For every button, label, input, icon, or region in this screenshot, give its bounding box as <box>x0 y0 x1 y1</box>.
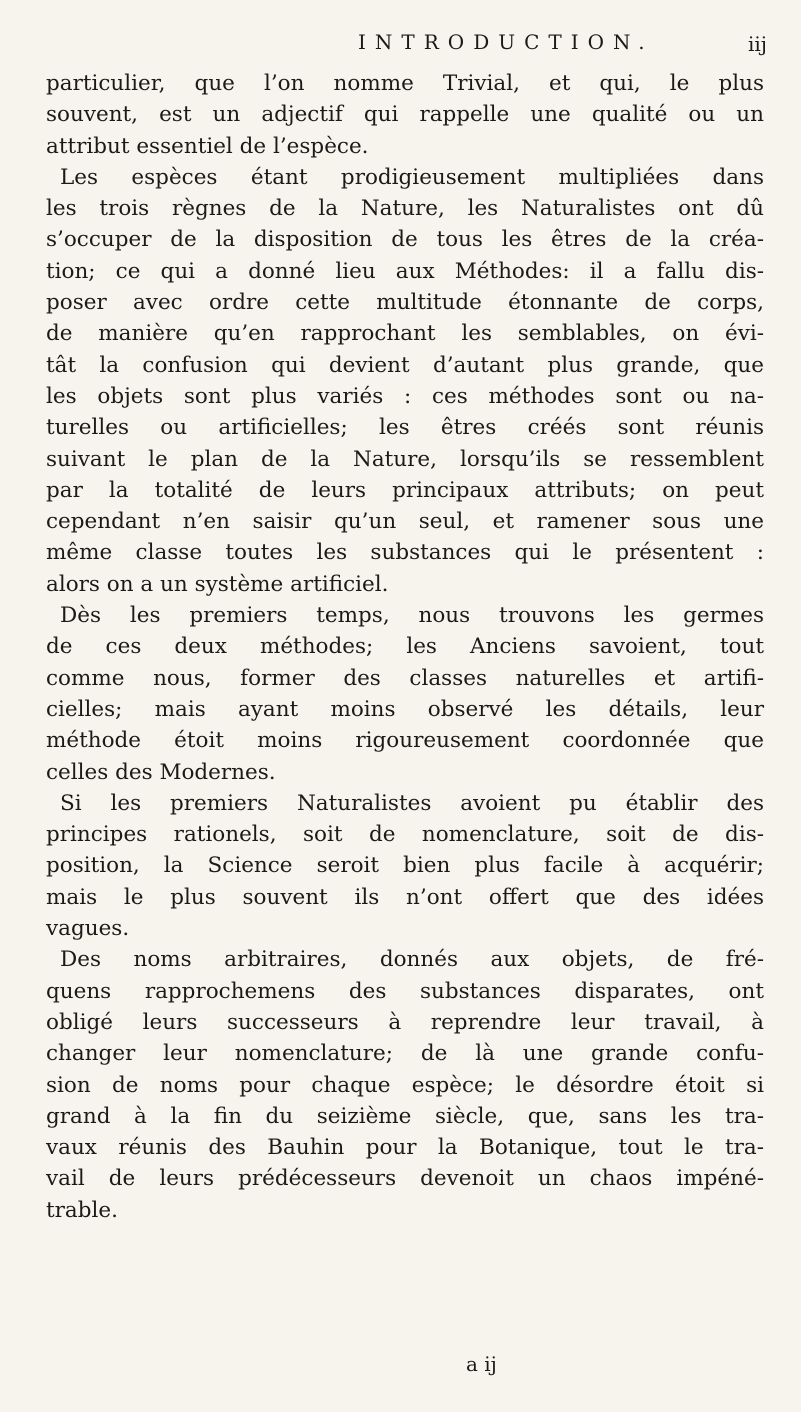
text-line: tion; ce qui a donné lieu aux Méthodes: il a fallu dis- <box>46 258 764 284</box>
text-line: alors on a un système artificiel. <box>46 571 389 597</box>
text-line: position, la Science seroit bien plus facile à acquérir; <box>46 853 764 879</box>
text-line: suivant le plan de la Nature, lorsqu’ils se ressemblent <box>46 446 764 472</box>
text-line: les trois règnes de la Nature, les Naturalistes ont dû <box>46 196 764 222</box>
text-line: tât la confusion qui devient d’autant plus grande, que <box>46 352 764 378</box>
text-line: par la totalité de leurs principaux attributs; on peut <box>46 477 764 503</box>
running-title: INTRODUCTION. <box>358 30 654 54</box>
text-line: changer leur nomenclature; de là une grande confu- <box>46 1041 764 1067</box>
body-text <box>46 68 764 1226</box>
text-line: vaux réunis des Bauhin pour la Botanique, tout le tra- <box>46 1135 764 1161</box>
text-line: vagues. <box>46 916 130 942</box>
text-line: poser avec ordre cette multitude étonnante de corps, <box>46 290 764 316</box>
text-line: cielles; mais ayant moins observé les détails, leur <box>46 696 764 722</box>
text-line: turelles ou artificielles; les êtres créés sont réunis <box>46 415 764 441</box>
text-line: même classe toutes les substances qui le présentent : <box>46 540 764 566</box>
text-line: quens rapprochemens des substances disparates, ont <box>46 978 764 1004</box>
text-line: grand à la fin du seizième siècle, que, sans les tra- <box>46 1103 764 1129</box>
text-line: s’occuper de la disposition de tous les êtres de la créa- <box>46 227 764 253</box>
page-number: iij <box>748 32 767 56</box>
text-line: sion de noms pour chaque espèce; le désordre étoit si <box>46 1072 764 1098</box>
text-line: celles des Modernes. <box>46 759 276 785</box>
text-line: mais le plus souvent ils n’ont offert que des idées <box>46 884 764 910</box>
text-line: obligé leurs successeurs à reprendre leur travail, à <box>46 1009 764 1035</box>
text-line: Des noms arbitraires, donnés aux objets, de fré- <box>60 947 764 973</box>
text-line: les objets sont plus variés : ces méthodes sont ou na- <box>46 383 764 409</box>
text-line: de manière qu’en rapprochant les semblables, on évi- <box>46 321 764 347</box>
text-line: de ces deux méthodes; les Anciens savoient, tout <box>46 634 764 660</box>
signature-mark: a ij <box>466 1352 497 1376</box>
text-line: Si les premiers Naturalistes avoient pu établir des <box>60 790 764 816</box>
text-line: Les espèces étant prodigieusement multipliées dans <box>60 164 764 190</box>
text-line: trable. <box>46 1197 118 1223</box>
text-line: vail de leurs prédécesseurs devenoit un chaos impéné- <box>46 1166 764 1192</box>
text-line: Dès les premiers temps, nous trouvons les germes <box>60 603 764 629</box>
text-line: principes rationels, soit de nomenclature, soit de dis- <box>46 822 764 848</box>
text-line: souvent, est un adjectif qui rappelle une qualité ou un <box>46 102 764 128</box>
text-line: méthode étoit moins rigoureusement coordonnée que <box>46 728 764 754</box>
text-line: comme nous, former des classes naturelles et artifi- <box>46 665 764 691</box>
text-line: attribut essentiel de l’espèce. <box>46 133 369 159</box>
text-line: particulier, que l’on nomme Trivial, et qui, le plus <box>46 71 764 96</box>
text-line: cependant n’en saisir qu’un seul, et ramener sous une <box>46 509 764 535</box>
